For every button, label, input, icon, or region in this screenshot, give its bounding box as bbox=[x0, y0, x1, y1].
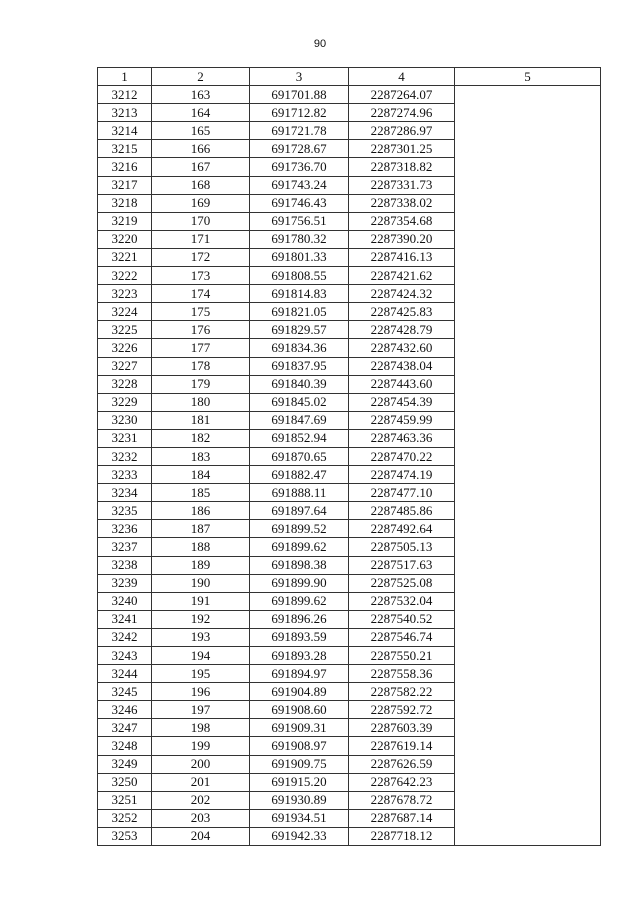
table-cell-col-2: 165 bbox=[152, 122, 250, 140]
table-cell-col-2: 198 bbox=[152, 719, 250, 737]
table-cell-col-3: 691712.82 bbox=[250, 104, 349, 122]
table-cell-col-4: 2287286.97 bbox=[349, 122, 455, 140]
table-cell-col-3: 691756.51 bbox=[250, 212, 349, 230]
table-cell-col-1: 3252 bbox=[98, 809, 152, 827]
table-cell-col-2: 183 bbox=[152, 447, 250, 465]
table-cell-col-2: 197 bbox=[152, 701, 250, 719]
table-cell-col-4: 2287318.82 bbox=[349, 158, 455, 176]
table-cell-col-4: 2287432.60 bbox=[349, 339, 455, 357]
table-cell-col-2: 163 bbox=[152, 86, 250, 104]
table-cell-col-4: 2287301.25 bbox=[349, 140, 455, 158]
table-cell-col-4: 2287454.39 bbox=[349, 393, 455, 411]
table-cell-col-2: 175 bbox=[152, 303, 250, 321]
table-cell-col-3: 691897.64 bbox=[250, 502, 349, 520]
table-cell-col-1: 3214 bbox=[98, 122, 152, 140]
table-cell-col-4: 2287338.02 bbox=[349, 194, 455, 212]
column-header-1: 1 bbox=[98, 68, 152, 86]
table-cell-col-3: 691780.32 bbox=[250, 230, 349, 248]
table-cell-col-1: 3224 bbox=[98, 303, 152, 321]
table-cell-col-1: 3235 bbox=[98, 502, 152, 520]
table-cell-col-4: 2287525.08 bbox=[349, 574, 455, 592]
table-cell-col-3: 691840.39 bbox=[250, 375, 349, 393]
table-cell-col-1: 3219 bbox=[98, 212, 152, 230]
table-cell-col-1: 3247 bbox=[98, 719, 152, 737]
table-cell-col-2: 182 bbox=[152, 429, 250, 447]
table-cell-col-3: 691801.33 bbox=[250, 248, 349, 266]
table-cell-col-3: 691942.33 bbox=[250, 827, 349, 845]
table-cell-col-4: 2287470.22 bbox=[349, 447, 455, 465]
table-cell-col-2: 200 bbox=[152, 755, 250, 773]
table-cell-col-1: 3251 bbox=[98, 791, 152, 809]
table-cell-col-2: 199 bbox=[152, 737, 250, 755]
table-cell-col-4: 2287438.04 bbox=[349, 357, 455, 375]
table-cell-col-3: 691721.78 bbox=[250, 122, 349, 140]
table-cell-col-2: 179 bbox=[152, 375, 250, 393]
column-header-2: 2 bbox=[152, 68, 250, 86]
table-cell-col-1: 3223 bbox=[98, 285, 152, 303]
table-cell-col-4: 2287485.86 bbox=[349, 502, 455, 520]
table-cell-col-4: 2287517.63 bbox=[349, 556, 455, 574]
table-cell-col-1: 3244 bbox=[98, 665, 152, 683]
table-cell-col-3: 691882.47 bbox=[250, 466, 349, 484]
table-cell-col-3: 691728.67 bbox=[250, 140, 349, 158]
table-cell-col-1: 3237 bbox=[98, 538, 152, 556]
table-cell-col-4: 2287540.52 bbox=[349, 610, 455, 628]
table-cell-col-2: 195 bbox=[152, 665, 250, 683]
page-number: 90 bbox=[313, 38, 327, 50]
table-cell-col-3: 691814.83 bbox=[250, 285, 349, 303]
table-cell-col-2: 180 bbox=[152, 393, 250, 411]
table-cell-col-1: 3245 bbox=[98, 683, 152, 701]
table-cell-col-1: 3231 bbox=[98, 429, 152, 447]
table-cell-col-4: 2287424.32 bbox=[349, 285, 455, 303]
table-cell-col-1: 3249 bbox=[98, 755, 152, 773]
table-cell-col-1: 3233 bbox=[98, 466, 152, 484]
table-cell-col-4: 2287492.64 bbox=[349, 520, 455, 538]
table-cell-col-4: 2287626.59 bbox=[349, 755, 455, 773]
table-cell-col-4: 2287678.72 bbox=[349, 791, 455, 809]
table-cell-col-4: 2287687.14 bbox=[349, 809, 455, 827]
table-cell-col-4: 2287463.36 bbox=[349, 429, 455, 447]
table-cell-col-1: 3220 bbox=[98, 230, 152, 248]
table-cell-col-3: 691870.65 bbox=[250, 447, 349, 465]
table-row bbox=[98, 86, 601, 104]
table-cell-col-1: 3241 bbox=[98, 610, 152, 628]
table-cell-col-2: 188 bbox=[152, 538, 250, 556]
table-cell-col-4: 2287505.13 bbox=[349, 538, 455, 556]
table-cell-col-2: 181 bbox=[152, 411, 250, 429]
column-header-3: 3 bbox=[250, 68, 349, 86]
table-cell-col-1: 3230 bbox=[98, 411, 152, 429]
table-cell-col-1: 3239 bbox=[98, 574, 152, 592]
table-cell-col-2: 201 bbox=[152, 773, 250, 791]
table-cell-col-3: 691908.97 bbox=[250, 737, 349, 755]
table-cell-col-3: 691746.43 bbox=[250, 194, 349, 212]
table-cell-col-5 bbox=[455, 86, 601, 846]
table-cell-col-4: 2287459.99 bbox=[349, 411, 455, 429]
table-cell-col-2: 203 bbox=[152, 809, 250, 827]
table-cell-col-1: 3213 bbox=[98, 104, 152, 122]
table-cell-col-4: 2287390.20 bbox=[349, 230, 455, 248]
table-cell-col-1: 3238 bbox=[98, 556, 152, 574]
table-cell-col-4: 2287274.96 bbox=[349, 104, 455, 122]
table-cell-col-1: 3228 bbox=[98, 375, 152, 393]
table-cell-col-2: 166 bbox=[152, 140, 250, 158]
table-cell-col-4: 2287428.79 bbox=[349, 321, 455, 339]
table-cell-col-4: 2287592.72 bbox=[349, 701, 455, 719]
table-cell-col-1: 3222 bbox=[98, 267, 152, 285]
table-cell-col-4: 2287718.12 bbox=[349, 827, 455, 845]
coordinates-table bbox=[97, 67, 601, 846]
table-cell-col-2: 170 bbox=[152, 212, 250, 230]
table-cell-col-3: 691909.31 bbox=[250, 719, 349, 737]
table-cell-col-3: 691743.24 bbox=[250, 176, 349, 194]
table-cell-col-2: 187 bbox=[152, 520, 250, 538]
table-cell-col-3: 691736.70 bbox=[250, 158, 349, 176]
table-cell-col-4: 2287331.73 bbox=[349, 176, 455, 194]
table-cell-col-3: 691908.60 bbox=[250, 701, 349, 719]
table-cell-col-1: 3215 bbox=[98, 140, 152, 158]
table-cell-col-1: 3221 bbox=[98, 248, 152, 266]
table-cell-col-2: 191 bbox=[152, 592, 250, 610]
table-cell-col-1: 3248 bbox=[98, 737, 152, 755]
table-cell-col-2: 202 bbox=[152, 791, 250, 809]
table-cell-col-2: 178 bbox=[152, 357, 250, 375]
table-cell-col-4: 2287421.62 bbox=[349, 267, 455, 285]
table-cell-col-2: 186 bbox=[152, 502, 250, 520]
table-cell-col-4: 2287477.10 bbox=[349, 484, 455, 502]
table-cell-col-1: 3225 bbox=[98, 321, 152, 339]
table-cell-col-4: 2287474.19 bbox=[349, 466, 455, 484]
table-cell-col-3: 691904.89 bbox=[250, 683, 349, 701]
table-cell-col-2: 173 bbox=[152, 267, 250, 285]
table-cell-col-3: 691898.38 bbox=[250, 556, 349, 574]
table-cell-col-1: 3229 bbox=[98, 393, 152, 411]
table-cell-col-3: 691934.51 bbox=[250, 809, 349, 827]
table-cell-col-3: 691808.55 bbox=[250, 267, 349, 285]
column-header-4: 4 bbox=[349, 68, 455, 86]
table-cell-col-2: 164 bbox=[152, 104, 250, 122]
table-cell-col-2: 168 bbox=[152, 176, 250, 194]
table-cell-col-3: 691899.62 bbox=[250, 538, 349, 556]
table-cell-col-4: 2287546.74 bbox=[349, 628, 455, 646]
table-cell-col-1: 3246 bbox=[98, 701, 152, 719]
table-cell-col-4: 2287642.23 bbox=[349, 773, 455, 791]
table-cell-col-3: 691899.62 bbox=[250, 592, 349, 610]
table-cell-col-3: 691847.69 bbox=[250, 411, 349, 429]
table-cell-col-3: 691837.95 bbox=[250, 357, 349, 375]
table-cell-col-3: 691821.05 bbox=[250, 303, 349, 321]
table-cell-col-3: 691852.94 bbox=[250, 429, 349, 447]
table-cell-col-4: 2287619.14 bbox=[349, 737, 455, 755]
table-cell-col-2: 204 bbox=[152, 827, 250, 845]
table-cell-col-1: 3218 bbox=[98, 194, 152, 212]
table-cell-col-1: 3240 bbox=[98, 592, 152, 610]
table-cell-col-1: 3234 bbox=[98, 484, 152, 502]
table-cell-col-1: 3212 bbox=[98, 86, 152, 104]
table-cell-col-1: 3243 bbox=[98, 647, 152, 665]
table-cell-col-1: 3253 bbox=[98, 827, 152, 845]
table-body bbox=[98, 86, 601, 846]
table-cell-col-2: 174 bbox=[152, 285, 250, 303]
table-cell-col-4: 2287416.13 bbox=[349, 248, 455, 266]
table-header-row bbox=[98, 68, 601, 86]
table-cell-col-3: 691896.26 bbox=[250, 610, 349, 628]
table-cell-col-4: 2287532.04 bbox=[349, 592, 455, 610]
table-cell-col-4: 2287443.60 bbox=[349, 375, 455, 393]
table-cell-col-2: 167 bbox=[152, 158, 250, 176]
table-cell-col-4: 2287425.83 bbox=[349, 303, 455, 321]
table-cell-col-2: 171 bbox=[152, 230, 250, 248]
table-cell-col-1: 3236 bbox=[98, 520, 152, 538]
table-cell-col-2: 177 bbox=[152, 339, 250, 357]
table-cell-col-2: 169 bbox=[152, 194, 250, 212]
table-cell-col-2: 189 bbox=[152, 556, 250, 574]
table-cell-col-1: 3226 bbox=[98, 339, 152, 357]
table-cell-col-4: 2287558.36 bbox=[349, 665, 455, 683]
column-header-5: 5 bbox=[455, 68, 601, 86]
table-cell-col-3: 691829.57 bbox=[250, 321, 349, 339]
table-cell-col-1: 3250 bbox=[98, 773, 152, 791]
table-cell-col-3: 691888.11 bbox=[250, 484, 349, 502]
table-cell-col-1: 3227 bbox=[98, 357, 152, 375]
table-cell-col-3: 691701.88 bbox=[250, 86, 349, 104]
table-cell-col-3: 691893.59 bbox=[250, 628, 349, 646]
table-cell-col-2: 193 bbox=[152, 628, 250, 646]
table-cell-col-3: 691930.89 bbox=[250, 791, 349, 809]
table-cell-col-1: 3242 bbox=[98, 628, 152, 646]
table-cell-col-2: 172 bbox=[152, 248, 250, 266]
table-cell-col-3: 691845.02 bbox=[250, 393, 349, 411]
table-cell-col-4: 2287582.22 bbox=[349, 683, 455, 701]
table-cell-col-2: 192 bbox=[152, 610, 250, 628]
table-cell-col-3: 691899.52 bbox=[250, 520, 349, 538]
table-cell-col-2: 185 bbox=[152, 484, 250, 502]
table-cell-col-3: 691834.36 bbox=[250, 339, 349, 357]
table-cell-col-2: 184 bbox=[152, 466, 250, 484]
table-cell-col-3: 691915.20 bbox=[250, 773, 349, 791]
table-cell-col-4: 2287264.07 bbox=[349, 86, 455, 104]
table-cell-col-4: 2287354.68 bbox=[349, 212, 455, 230]
table-cell-col-1: 3216 bbox=[98, 158, 152, 176]
table-cell-col-4: 2287603.39 bbox=[349, 719, 455, 737]
table-cell-col-2: 196 bbox=[152, 683, 250, 701]
table-cell-col-3: 691899.90 bbox=[250, 574, 349, 592]
table-cell-col-3: 691894.97 bbox=[250, 665, 349, 683]
table-cell-col-3: 691893.28 bbox=[250, 647, 349, 665]
table-cell-col-4: 2287550.21 bbox=[349, 647, 455, 665]
table-cell-col-1: 3232 bbox=[98, 447, 152, 465]
table-cell-col-3: 691909.75 bbox=[250, 755, 349, 773]
table-cell-col-2: 176 bbox=[152, 321, 250, 339]
table-cell-col-2: 194 bbox=[152, 647, 250, 665]
table-cell-col-2: 190 bbox=[152, 574, 250, 592]
table-cell-col-1: 3217 bbox=[98, 176, 152, 194]
